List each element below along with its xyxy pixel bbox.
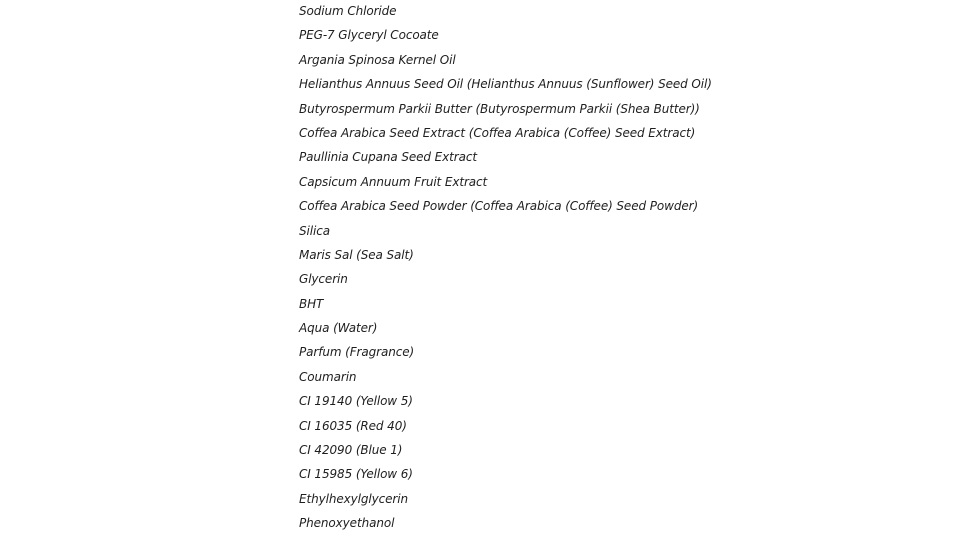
ingredient-item: Aqua (Water) [299, 321, 378, 336]
ingredient-item: Coumarin [299, 369, 357, 384]
ingredient-item: Glycerin [299, 272, 348, 287]
ingredient-item: Coffea Arabica Seed Extract (Coffea Arabica (Coffee) Seed Extract) [299, 125, 696, 140]
ingredient-item: Butyrospermum Parkii Butter (Butyrospermum Parkii (Shea Butter)) [299, 101, 700, 116]
ingredient-item: Capsicum Annuum Fruit Extract [299, 174, 488, 189]
ingredient-item: Phenoxyethanol [299, 516, 395, 531]
ingredient-item: Ethylhexylglycerin [299, 491, 408, 506]
ingredient-item: CI 19140 (Yellow 5) [299, 394, 413, 409]
ingredient-item: CI 16035 (Red 40) [299, 418, 407, 433]
ingredient-item: Sodium Chloride [299, 4, 397, 18]
ingredient-item: Paullinia Cupana Seed Extract [299, 150, 477, 165]
ingredient-item: CI 15985 (Yellow 6) [299, 467, 413, 482]
ingredient-item: Parfum (Fragrance) [299, 345, 415, 360]
ingredient-list [299, 0, 859, 537]
ingredient-item: Silica [299, 223, 330, 238]
ingredient-item: CI 42090 (Blue 1) [299, 443, 403, 458]
ingredient-item: Helianthus Annuus Seed Oil (Helianthus Annuus (Sunflower) Seed Oil) [299, 77, 712, 92]
ingredient-item: Argania Spinosa Kernel Oil [299, 52, 456, 67]
ingredient-item: Maris Sal (Sea Salt) [299, 247, 414, 262]
ingredient-item: PEG-7 Glyceryl Cocoate [299, 28, 439, 43]
ingredient-item: BHT [299, 296, 324, 311]
ingredient-item: Coffea Arabica Seed Powder (Coffea Arabica (Coffee) Seed Powder) [299, 199, 699, 214]
